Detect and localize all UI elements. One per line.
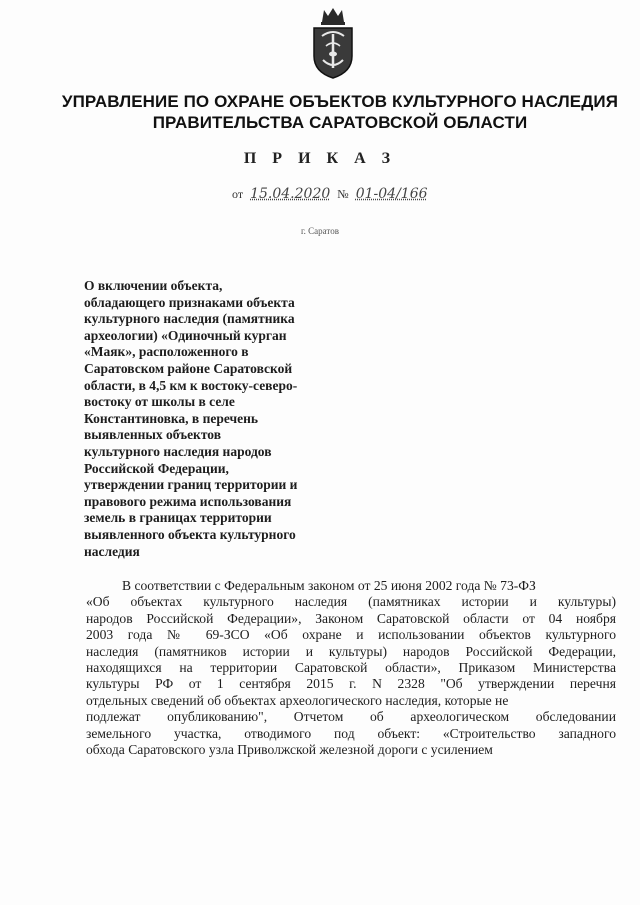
- body-line: земельного участка, отводимого под объект: «Строительство западного: [86, 725, 616, 741]
- agency-name-line-1: УПРАВЛЕНИЕ ПО ОХРАНЕ ОБЪЕКТОВ КУЛЬТУРНОГО НАСЛЕДИЯ: [61, 92, 619, 111]
- order-date-prefix: от: [232, 187, 244, 201]
- saratov-coat-of-arms-emblem: [308, 6, 358, 80]
- subject-line: археологии) «Одиночный курган: [84, 327, 287, 343]
- subject-line: выявленных объектов: [84, 427, 221, 443]
- subject-line: культурного наследия народов: [84, 443, 272, 459]
- subject-line: области, в 4,5 км к востоку-северо-: [84, 377, 298, 393]
- subject-line: земель в границах территории: [84, 510, 272, 526]
- body-line: «Об объектах культурного наследия (памятниках истории и культуры): [86, 594, 616, 610]
- body-line: народов Российской Федерации», Законом Саратовской области от 04 ноября: [86, 610, 616, 626]
- subject-line: Саратовском районе Саратовской: [84, 360, 293, 376]
- subject-line: О включении объекта,: [84, 278, 223, 293]
- body-line: 2003 года № 69-ЗСО «Об охране и использовании объектов культурного: [86, 627, 616, 643]
- subject-line: наследия: [84, 543, 140, 559]
- body-line: обхода Саратовского узла Приволжской железной дороги с усилением: [86, 742, 493, 758]
- body-line: отдельных сведений об объектах археологического наследия, которые не: [86, 692, 509, 708]
- subject-line: «Маяк», расположенного в: [84, 344, 249, 360]
- subject-line: Российской Федерации,: [84, 460, 229, 476]
- order-number: 01-04/166: [355, 186, 428, 202]
- agency-name-line-2: ПРАВИТЕЛЬСТВА САРАТОВСКОЙ ОБЛАСТИ: [152, 113, 528, 132]
- order-number-prefix: №: [337, 187, 349, 201]
- body-line: В соответствии с Федеральным законом от 25 июня 2002 года № 73-ФЗ: [122, 578, 536, 593]
- order-body-text: [86, 578, 616, 758]
- order-city: г. Саратов: [301, 226, 339, 236]
- subject-line: обладающего признаками объекта: [84, 294, 295, 310]
- subject-line: правового режима использования: [84, 493, 292, 509]
- order-subject: [84, 278, 374, 560]
- subject-line: культурного наследия (памятника: [84, 311, 295, 327]
- body-line: подлежат опубликованию", Отчетом об археологическом обследовании: [86, 709, 616, 725]
- subject-line: утверждении границ территории и: [84, 477, 298, 493]
- body-line: наследия (памятников истории и культуры) народов Российской Федерации,: [86, 643, 616, 659]
- order-date: 15.04.2020: [250, 186, 331, 202]
- body-line: культуры РФ от 1 сентября 2015 г. N 2328 "Об утверждении перечня: [86, 676, 616, 692]
- order-title: П Р И К А З: [243, 150, 397, 167]
- body-line: находящихся на территории Саратовской области», Приказом Министерства: [86, 660, 616, 676]
- subject-line: Константиновка, в перечень: [84, 410, 259, 426]
- subject-line: востоку от школы в селе: [84, 394, 235, 410]
- subject-line: выявленного объекта культурного: [84, 526, 296, 542]
- order-date-number-line: [232, 186, 432, 202]
